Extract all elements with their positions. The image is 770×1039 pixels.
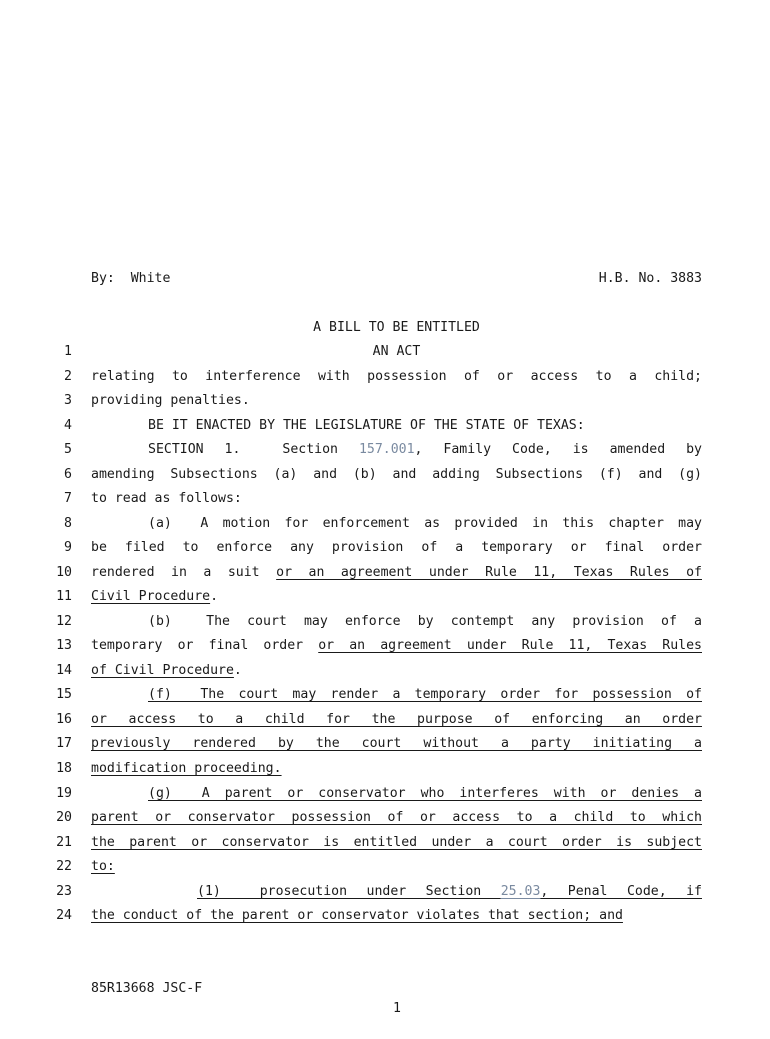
- statute-reference-link[interactable]: 157.001: [358, 442, 415, 457]
- bill-number: H.B. No. 3883: [598, 271, 702, 286]
- inserted-text: parent or conservator possession of or access to a child to which: [91, 810, 702, 825]
- line-number: 19: [56, 786, 72, 801]
- line-number: 11: [56, 589, 72, 604]
- subsection-line: [91, 784, 702, 804]
- text-run: .: [233, 663, 242, 678]
- line-number: 18: [56, 761, 72, 776]
- subsection-line: be filed to enforce any provision of a temporary or final order: [91, 540, 702, 555]
- line-number: 14: [56, 663, 72, 678]
- line-number: 13: [56, 638, 72, 653]
- inserted-text: previously rendered by the court without a party initiating a: [91, 736, 702, 751]
- inserted-text: (1) prosecution under Section: [197, 884, 501, 899]
- subsection-line: [91, 710, 702, 730]
- author-line: By: White: [91, 271, 171, 286]
- line-number: 2: [64, 369, 72, 384]
- act-heading: AN ACT: [372, 344, 421, 359]
- text-run: temporary or final order: [91, 638, 319, 653]
- enacting-clause: BE IT ENACTED BY THE LEGISLATURE OF THE STATE OF TEXAS:: [148, 418, 585, 433]
- line-number: 16: [56, 712, 72, 727]
- caption-line: relating to interference with possession of or access to a child;: [91, 369, 702, 384]
- inserted-text: Civil Procedure: [91, 589, 211, 604]
- inserted-text: (g) A parent or conservator who interferes with or denies a: [148, 786, 702, 801]
- document-code: 85R13668 JSC-F: [91, 981, 203, 996]
- inserted-text: (f) The court may render a temporary order for possession of: [148, 687, 702, 702]
- subdivision-line: [91, 906, 702, 926]
- page-number: 1: [393, 1001, 401, 1016]
- subsection-line: [91, 833, 702, 853]
- inserted-text: , Penal Code, if: [540, 884, 702, 899]
- inserted-text: modification proceeding.: [91, 761, 282, 776]
- line-number: 3: [64, 393, 72, 408]
- line-number: 22: [56, 859, 72, 874]
- line-number: 4: [64, 418, 72, 433]
- text-run: rendered in a suit: [91, 565, 277, 580]
- statute-reference-link[interactable]: 25.03: [500, 884, 541, 899]
- subsection-line: [91, 563, 702, 583]
- subsection-line: (b) The court may enforce by contempt any provision of a: [148, 614, 702, 629]
- line-number: 17: [56, 736, 72, 751]
- inserted-text: the parent or conservator is entitled under a court order is subject: [91, 835, 702, 850]
- line-number: 1: [64, 344, 72, 359]
- subsection-line: [91, 685, 702, 705]
- line-number: 10: [56, 565, 72, 580]
- subsection-line: [91, 759, 702, 779]
- line-number: 7: [64, 491, 72, 506]
- inserted-text: of Civil Procedure: [91, 663, 234, 678]
- line-number: 15: [56, 687, 72, 702]
- line-number: 6: [64, 467, 72, 482]
- subdivision-line: [91, 882, 702, 902]
- line-number: 12: [56, 614, 72, 629]
- subsection-line: (a) A motion for enforcement as provided in this chapter may: [148, 516, 702, 531]
- subsection-line: [91, 808, 702, 828]
- inserted-text: to:: [91, 859, 115, 874]
- text-run: .: [210, 589, 219, 604]
- inserted-text: or access to a child for the purpose of enforcing an order: [91, 712, 702, 727]
- inserted-text: the conduct of the parent or conservator violates that section; and: [91, 908, 623, 923]
- line-number: 5: [64, 442, 72, 457]
- text-run: , Family Code, is amended by: [414, 442, 702, 457]
- subsection-line: [91, 587, 702, 607]
- line-number: 24: [56, 908, 72, 923]
- section-line: [91, 440, 702, 460]
- line-number: 20: [56, 810, 72, 825]
- section-line: to read as follows:: [91, 491, 242, 506]
- subsection-line: [91, 661, 702, 681]
- inserted-text: or an agreement under Rule 11, Texas Rules: [318, 638, 702, 653]
- line-number: 9: [64, 540, 72, 555]
- bill-title: A BILL TO BE ENTITLED: [313, 320, 480, 335]
- subsection-line: [91, 857, 702, 877]
- text-run: SECTION 1. Section: [148, 442, 359, 457]
- section-line: amending Subsections (a) and (b) and adding Subsections (f) and (g): [91, 467, 702, 482]
- page-footer: [91, 959, 702, 1016]
- caption-line: providing penalties.: [91, 393, 250, 408]
- line-number: 23: [56, 884, 72, 899]
- bill-header: [91, 269, 702, 289]
- inserted-text: or an agreement under Rule 11, Texas Rules of: [276, 565, 702, 580]
- subsection-line: [91, 636, 702, 656]
- line-number: 8: [64, 516, 72, 531]
- line-number: 21: [56, 835, 72, 850]
- subsection-line: [91, 734, 702, 754]
